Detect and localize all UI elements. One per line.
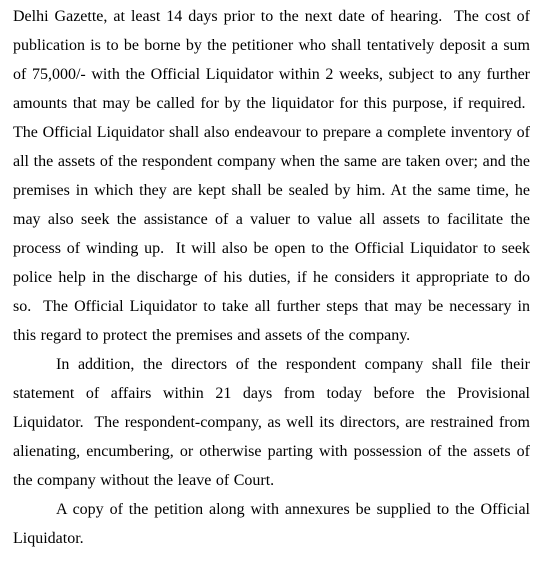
document-page (13, 0, 530, 553)
sentence-police-help: It will also be open to the Official Liquidator to seek police help in the discharge of his duties, if he considers it appropriate to do so. (13, 240, 530, 315)
sentence-statement-of-affairs: In addition, the directors of the respondent company shall file their statement of affairs within 21 days from today before the Provisional Liquidator. (13, 356, 530, 431)
sentence-copy-supplied: A copy of the petition along with annexures be supplied to the Official Liquidator. (13, 501, 530, 547)
sentence-gazette-hearing: Delhi Gazette, at least 14 days prior to the next date of hearing. (13, 8, 443, 25)
sentence-inventory: The Official Liquidator shall also endeavour to prepare a complete inventory of all the assets of the respondent company when the same are taken over; and the premises in which they are kept shall be sealed by him. (13, 124, 530, 199)
sentence-valuer: At the same time, he may also seek the assistance of a valuer to value all assets to facilitate the process of winding up. (13, 182, 530, 257)
sentence-publication-cost: The cost of publication is to be borne by the petitioner who shall tentatively deposit a sum of 75,000/- with the Official Liquidator within 2 weeks, subject to any further amounts that may be called for by the liquidator for this purpose, if required. (13, 8, 531, 112)
paragraph-directors (13, 350, 530, 495)
sentence-restraint: The respondent-company, as well its directors, are restrained from alienating, encumbering, or otherwise parting with possession of the assets of the company without the leave of Court. (13, 414, 530, 489)
sentence-further-steps: The Official Liquidator to take all further steps that may be necessary in this regard to protect the premises and assets of the company. (13, 298, 531, 344)
paragraph-copy-of-petition (13, 495, 530, 553)
paragraph-publication-and-inventory (13, 2, 530, 350)
